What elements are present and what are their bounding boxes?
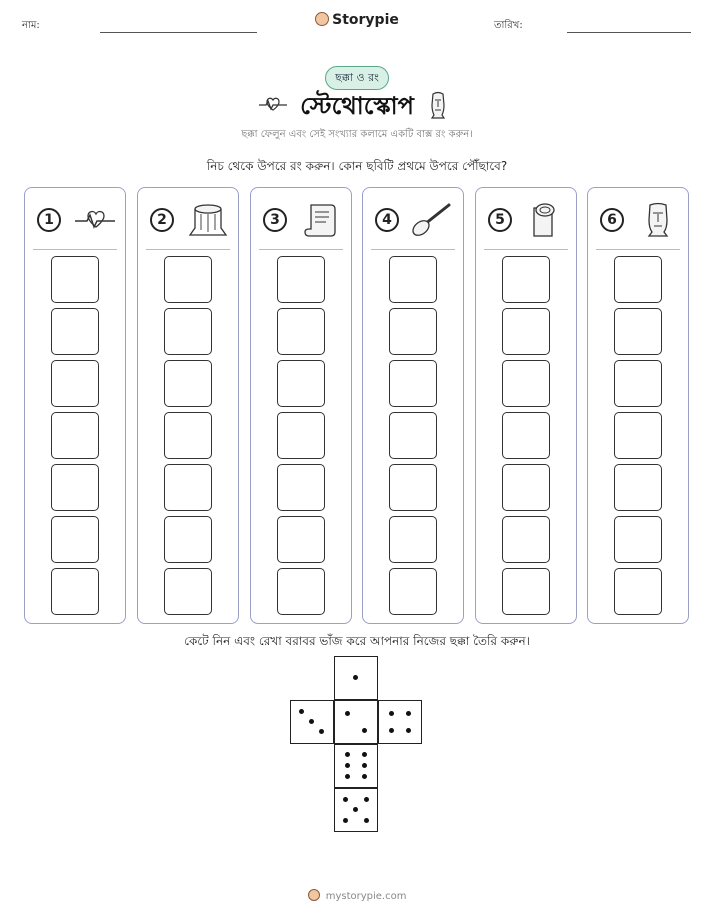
die-face-3 (290, 700, 334, 744)
color-box[interactable] (164, 516, 212, 563)
pip (309, 719, 314, 724)
column-divider (33, 249, 117, 250)
color-box[interactable] (614, 412, 662, 459)
color-box[interactable] (51, 412, 99, 459)
color-box[interactable] (51, 464, 99, 511)
tree-stump-icon (186, 202, 230, 238)
column-divider (146, 249, 230, 250)
color-box[interactable] (614, 360, 662, 407)
color-box[interactable] (614, 308, 662, 355)
color-box[interactable] (502, 464, 550, 511)
pip (353, 807, 358, 812)
die-face-6 (334, 744, 378, 788)
pip (406, 711, 411, 716)
color-box[interactable] (277, 568, 325, 615)
pip (406, 728, 411, 733)
pip (362, 752, 367, 757)
pip (345, 752, 350, 757)
column-number: 2 (150, 208, 174, 232)
color-box[interactable] (389, 360, 437, 407)
scroll-icon (299, 202, 343, 238)
horn-icon (411, 202, 455, 238)
pip (364, 797, 369, 802)
pip (319, 729, 324, 734)
column-header (371, 202, 455, 238)
color-box[interactable] (277, 360, 325, 407)
color-box[interactable] (389, 412, 437, 459)
column-4 (362, 187, 464, 624)
color-box[interactable] (389, 308, 437, 355)
pip (364, 818, 369, 823)
color-box[interactable] (277, 308, 325, 355)
color-box[interactable] (51, 568, 99, 615)
die-face-2 (334, 700, 378, 744)
pip (345, 774, 350, 779)
die-face-1 (334, 656, 378, 700)
column-header (146, 202, 230, 238)
color-box[interactable] (389, 464, 437, 511)
column-header (596, 202, 680, 238)
column-divider (596, 249, 680, 250)
category-badge: ছক্কা ও রং (325, 66, 389, 90)
page-title: স্টেথোস্কোপ (300, 92, 414, 120)
color-box[interactable] (614, 464, 662, 511)
moai-statue-icon (636, 202, 680, 238)
color-box[interactable] (164, 568, 212, 615)
pip (345, 763, 350, 768)
color-box[interactable] (614, 516, 662, 563)
pip (389, 711, 394, 716)
color-box[interactable] (51, 360, 99, 407)
column-number: 3 (263, 208, 287, 232)
date-label: তারিখ: (494, 20, 523, 31)
column-number: 1 (37, 208, 61, 232)
die-face-4 (378, 700, 422, 744)
footer (0, 889, 714, 902)
column-5 (475, 187, 577, 624)
brand-logo (0, 12, 714, 28)
color-box[interactable] (164, 412, 212, 459)
color-box[interactable] (164, 464, 212, 511)
color-box[interactable] (502, 256, 550, 303)
color-box[interactable] (164, 308, 212, 355)
color-box[interactable] (277, 412, 325, 459)
moai-statue-icon (428, 91, 448, 119)
color-box[interactable] (277, 516, 325, 563)
color-box[interactable] (389, 568, 437, 615)
pip (345, 711, 350, 716)
name-label: নাম: (22, 20, 40, 31)
cut-instruction: কেটে নিন এবং রেখা বরাবর ভাঁজ করে আপনার নিজের ছক্কা তৈরি করুন। (184, 634, 530, 648)
mascot-icon (315, 12, 329, 26)
column-number: 4 (375, 208, 399, 232)
column-divider (371, 249, 455, 250)
column-number: 5 (488, 208, 512, 232)
name-line (100, 32, 257, 33)
footer-url: mystorypie.com (325, 891, 407, 902)
column-header (484, 202, 568, 238)
pip (299, 709, 304, 714)
column-1 (24, 187, 126, 624)
column-header (259, 202, 343, 238)
brand-name: Storypie (332, 12, 399, 28)
color-box[interactable] (51, 308, 99, 355)
rolled-mat-icon (524, 202, 568, 238)
heartbeat-icon (73, 202, 117, 238)
column-divider (484, 249, 568, 250)
instruction-text: নিচ থেকে উপরে রং করুন। কোন ছবিটি প্রথমে উপরে পৌঁছাবে? (206, 159, 508, 173)
color-box[interactable] (277, 256, 325, 303)
color-box[interactable] (51, 256, 99, 303)
color-box[interactable] (51, 516, 99, 563)
pip (362, 763, 367, 768)
pip (353, 675, 358, 680)
color-box[interactable] (389, 256, 437, 303)
color-box[interactable] (502, 568, 550, 615)
subtitle: ছক্কা ফেলুন এবং সেই সংখ্যার কলামে একটি বাক্স রং করুন। (241, 129, 473, 140)
pip (362, 774, 367, 779)
color-box[interactable] (614, 568, 662, 615)
color-box[interactable] (277, 464, 325, 511)
color-box[interactable] (502, 308, 550, 355)
column-header (33, 202, 117, 238)
column-divider (259, 249, 343, 250)
mascot-icon (308, 889, 320, 901)
color-box[interactable] (502, 360, 550, 407)
column-number: 6 (600, 208, 624, 232)
pip (343, 797, 348, 802)
pip (343, 818, 348, 823)
color-box[interactable] (164, 360, 212, 407)
column-6 (587, 187, 689, 624)
color-box[interactable] (502, 516, 550, 563)
color-box[interactable] (502, 412, 550, 459)
pip (389, 728, 394, 733)
color-box[interactable] (164, 256, 212, 303)
column-3 (250, 187, 352, 624)
column-2 (137, 187, 239, 624)
color-box[interactable] (614, 256, 662, 303)
die-face-5 (334, 788, 378, 832)
pip (362, 728, 367, 733)
date-line (567, 32, 691, 33)
color-box[interactable] (389, 516, 437, 563)
